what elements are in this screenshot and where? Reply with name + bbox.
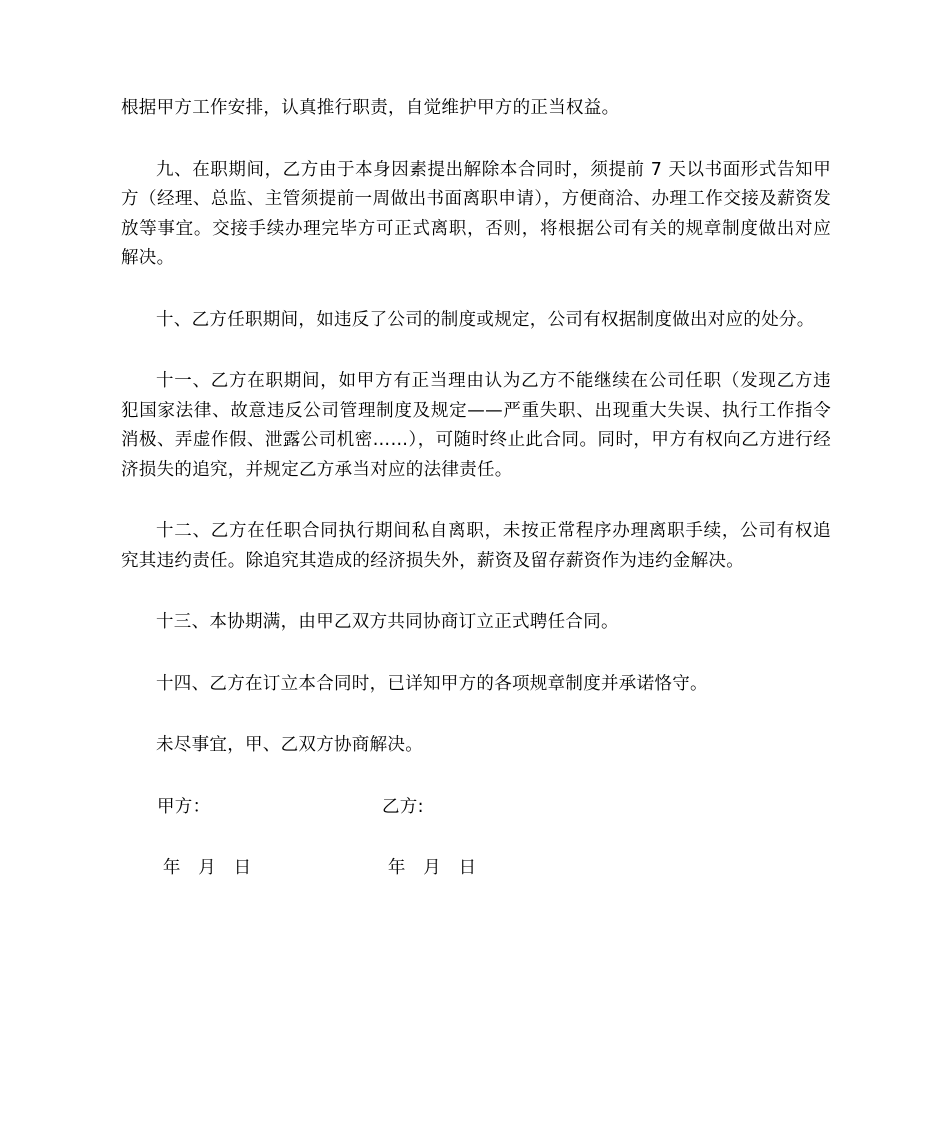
paragraph-clause-13: 十三、本协期满，由甲乙双方共同协商订立正式聘任合同。 — [156, 612, 619, 632]
paragraph-clause-14: 十四、乙方在订立本合同时，已详知甲方的各项规章制度并承诺恪守。 — [156, 673, 708, 694]
signature-dates-row — [121, 854, 831, 884]
party-a-date: 年 月 日 — [157, 858, 252, 878]
paragraph-clause-9: 九、在职期间，乙方由于本身因素提出解除本合同时，须提前 7 天以书面形式告知甲方（经理、总监、主管须提前一周做出书面离职申请），方便商洽、办理工作交接及薪资发放等事宜。交接手续办理完毕方可正式离职，否则，将根据公司有关的规章制度做出对应解决。 — [121, 159, 831, 268]
party-b-date: 年 月 日 — [382, 858, 477, 878]
contract-body — [121, 94, 831, 916]
party-b-label: 乙方: — [382, 796, 424, 817]
paragraph-duty-continuation: 根据甲方工作安排，认真推行职责，自觉维护甲方的正当权益。 — [121, 98, 620, 118]
signature-parties-row — [121, 793, 831, 823]
party-a-label: 甲方： — [157, 796, 211, 817]
paragraph-clause-11: 十一、乙方在职期间，如甲方有正当理由认为乙方不能继续在公司任职（发现乙方违犯国家法律、故意违反公司管理制度及规定——严重失职、出现重大失误、执行工作指令消极、弄虚作假、泄露公司机密……），可随时终止此合同。同时，甲方有权向乙方进行经济损失的追究，并规定乙方承当对应的法律责任。 — [121, 371, 831, 480]
paragraph-clause-10: 十、乙方任职期间，如违反了公司的制度或规定，公司有权据制度做出对应的处分。 — [156, 309, 815, 330]
paragraph-misc: 未尽事宜，甲、乙双方协商解决。 — [156, 735, 423, 755]
paragraph-clause-12: 十二、乙方在任职合同执行期间私自离职，未按正常程序办理离职手续，公司有权追究其违约责任。除追究其造成的经济损失外，薪资及留存薪资作为违约金解决。 — [121, 521, 831, 571]
